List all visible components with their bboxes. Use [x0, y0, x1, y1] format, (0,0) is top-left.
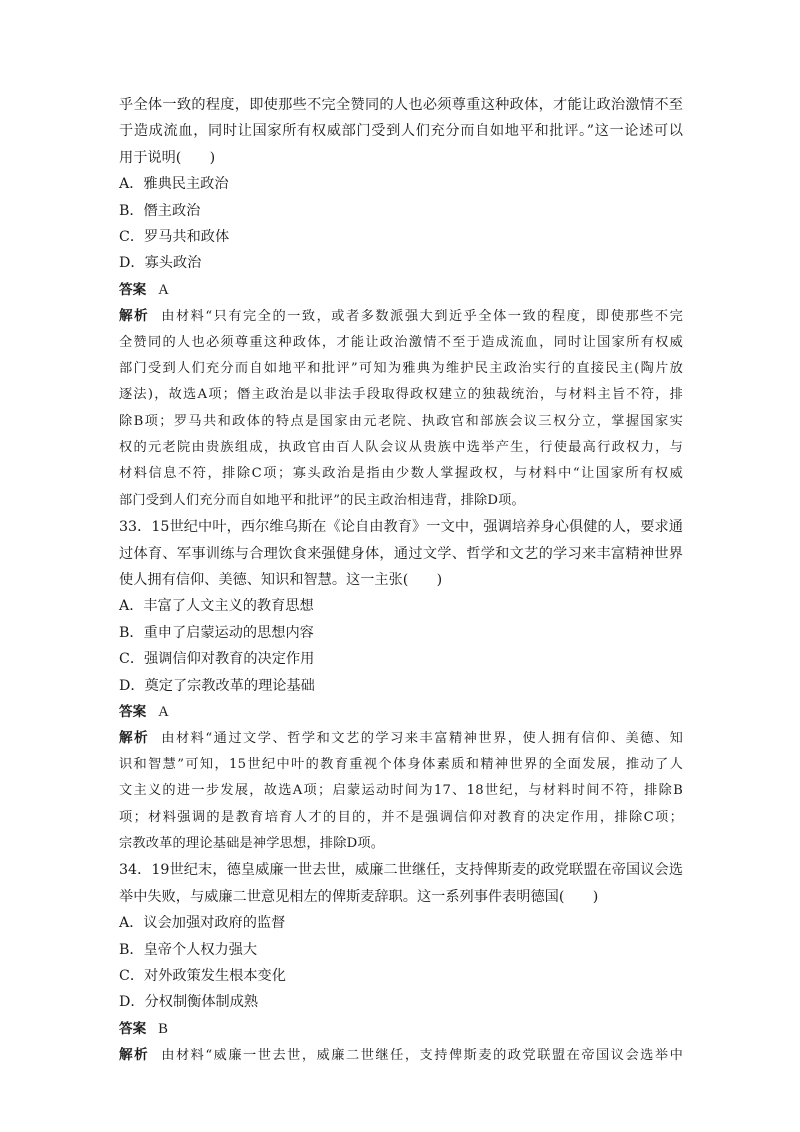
question-32: [119, 92, 683, 514]
analysis-label: 解析: [119, 730, 150, 747]
option-d: D．分权制衡体制成熟: [119, 994, 259, 1011]
answer-label: 答案: [119, 1020, 147, 1037]
question-stem-line: 33．15世纪中叶，西尔维乌斯在《论自由教育》一文中，强调培养身心俱健的人，要求通: [119, 519, 683, 536]
analysis-text: 由材料“只有完全的一致，或者多数派强大到近乎全体一致的程度，即使那些不完: [161, 309, 683, 325]
question-33: [119, 514, 683, 857]
analysis-label: 解析: [119, 308, 150, 325]
question-stem-line: 过体育、军事训练与合理饮食来强健身体，通过文学、哲学和文艺的学习来丰富精神世界: [119, 545, 683, 562]
analysis-line: [119, 303, 683, 329]
question-stem-line: 举中失败，与威廉二世意见相左的俾斯麦辞职。这一系列事件表明德国( ): [119, 888, 599, 905]
option-a: A．议会加强对政府的监督: [119, 915, 286, 932]
analysis-line: 除B项；罗马共和政体的特点是国家由元老院、执政官和部族会议三权分立，掌握国家实: [119, 413, 683, 429]
question-stem-line: 使人拥有信仰、美德、知识和智慧。这一主张( ): [119, 572, 443, 589]
analysis-text: 由材料“通过文学、哲学和文艺的学习来丰富精神世界，使人拥有信仰、美德、知: [161, 731, 683, 747]
analysis-line: 项；材料强调的是教育培育人才的目的，并不是强调信仰对教育的决定作用，排除C项；: [119, 809, 683, 825]
answer-value: B: [158, 1020, 168, 1037]
option-a: A．雅典民主政治: [119, 176, 229, 193]
analysis-line: 材料信息不符，排除C项；寡头政治是指由少数人掌握政权，与材料中“让国家所有权威: [119, 466, 683, 482]
option-b: B．重申了启蒙运动的思想内容: [119, 624, 314, 641]
option-a: A．丰富了人文主义的教育思想: [119, 598, 314, 615]
analysis-label: 解析: [119, 1047, 150, 1064]
answer-value: A: [158, 703, 169, 720]
option-c: C．罗马共和政体: [119, 228, 230, 245]
analysis-line: 部门受到人们充分而自如地平和批评”可知为雅典为维护民主政治实行的直接民主(陶片放: [119, 360, 683, 376]
analysis-text: 由材料“威廉一世去世，威廉二世继任，支持俾斯麦的政党联盟在帝国议会选举中: [161, 1048, 683, 1064]
analysis-line: [119, 725, 683, 751]
question-stem-line: 34．19世纪末，德皇威廉一世去世，威廉二世继任，支持俾斯麦的政党联盟在帝国议会选: [119, 862, 683, 879]
analysis-line: 全赞同的人也必须尊重这种政体，才能让政治激情不至于造成流血，同时让国家所有权威: [119, 334, 683, 350]
answer-row: [119, 277, 683, 303]
exam-page: [119, 92, 683, 1068]
question-stem-line: 乎全体一致的程度，即使那些不完全赞同的人也必须尊重这种政体，才能让政治激情不至: [119, 97, 683, 113]
analysis-line: 权的元老院由贵族组成，执政官由百人队会议从贵族中选举产生，行使最高行政权力，与: [119, 440, 683, 456]
analysis-line: 部门受到人们充分而自如地平和批评”的民主政治相违背，排除D项。: [119, 492, 525, 508]
question-34: [119, 857, 683, 1068]
analysis-line: 识和智慧”可知，15世纪中叶的教育重视个体身体素质和精神世界的全面发展，推动了人: [119, 756, 683, 772]
option-d: D．奠定了宗教改革的理论基础: [119, 677, 315, 694]
answer-label: 答案: [119, 703, 147, 720]
question-stem-line: 于造成流血，同时让国家所有权威部门受到人们充分而自如地平和批评。”这一论述可以: [119, 123, 683, 140]
analysis-line: 逐法)，故选A项；僭主政治是以非法手段取得政权建立的独裁统治，与材料主旨不符，排: [119, 387, 683, 403]
question-stem-line: 用于说明( ): [119, 149, 216, 166]
option-b: B．僭主政治: [119, 202, 201, 219]
answer-value: A: [158, 281, 169, 298]
analysis-line: [119, 1042, 683, 1068]
analysis-line: 文主义的进一步发展，故选A项；启蒙运动时间为17、18世纪，与材料时间不符，排除B: [119, 783, 683, 799]
analysis-line: 宗教改革的理论基础是神学思想，排除D项。: [119, 835, 385, 851]
option-b: B．皇帝个人权力强大: [119, 941, 258, 958]
answer-row: [119, 1016, 683, 1042]
answer-label: 答案: [119, 281, 147, 298]
answer-row: [119, 699, 683, 725]
option-c: C．对外政策发生根本变化: [119, 967, 286, 984]
option-c: C．强调信仰对教育的决定作用: [119, 651, 315, 668]
option-d: D．寡头政治: [119, 255, 202, 272]
